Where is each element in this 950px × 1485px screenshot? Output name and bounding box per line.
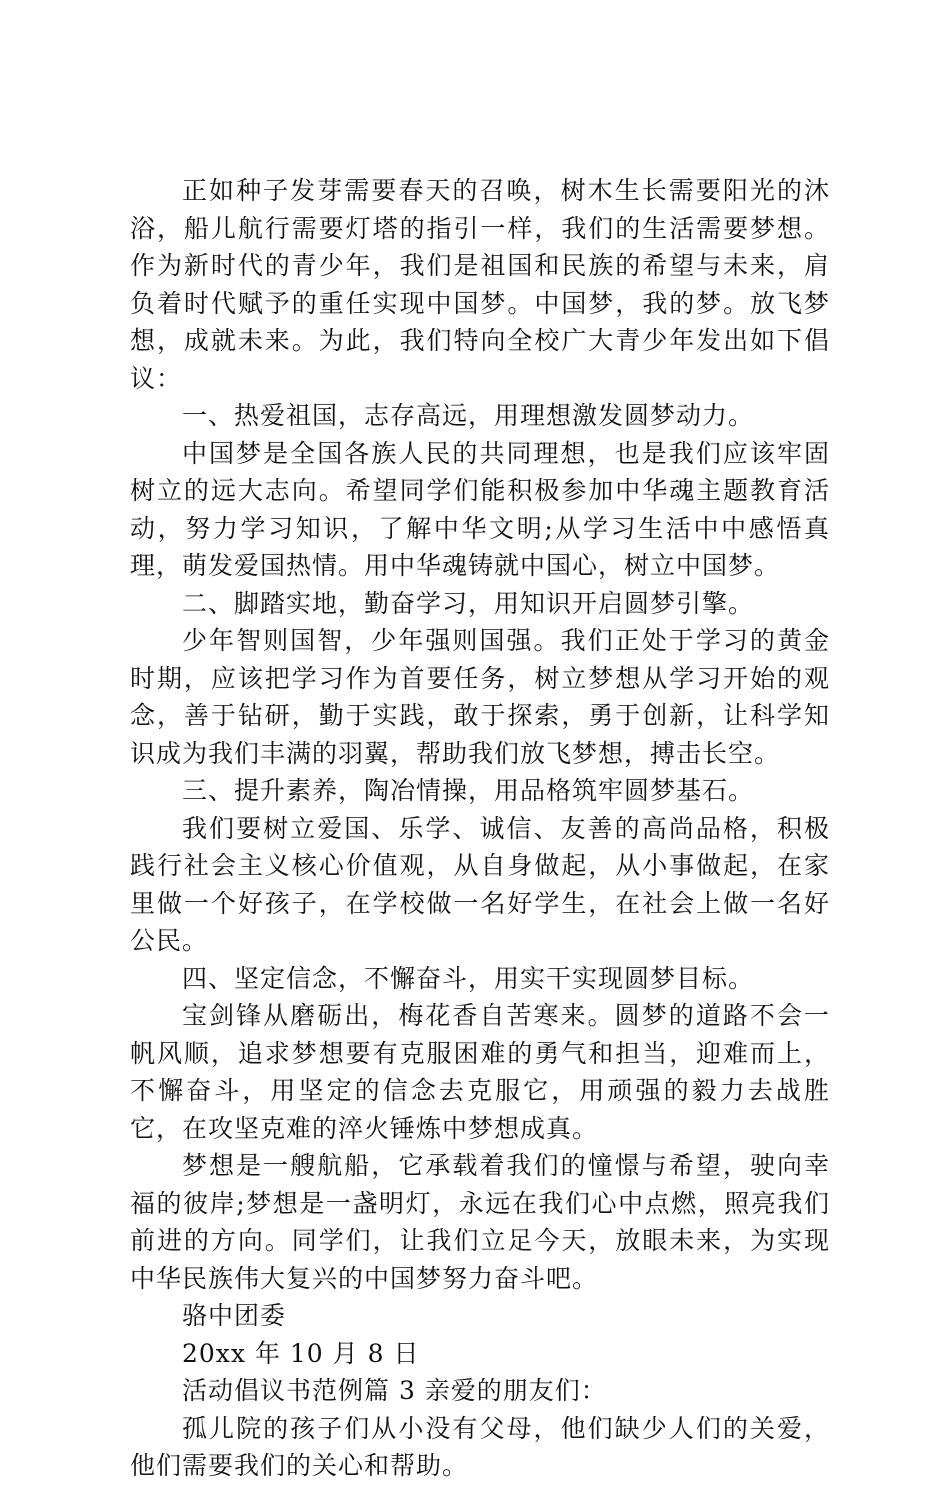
heading-proposal-1: 一、热爱祖国，志存高远，用理想激发圆梦动力。 <box>182 401 755 430</box>
paragraph-orphanage: 孤儿院的孩子们从小没有父母，他们缺少人们的关爱，他们需要我们的关心和帮助。 <box>130 1413 830 1480</box>
signature-organization: 骆中团委 <box>182 1301 287 1330</box>
paragraph-proposal-2: 少年智则国智，少年强则国强。我们正处于学习的黄金时期，应该把学习作为首要任务，树立梦想从学习开始的观念，善于钻研，勤于实践，敢于探索，勇于创新，让科学知识成为我们丰满的羽翼，帮助我们放飞梦想，搏击长空。 <box>130 626 830 768</box>
paragraph-intro: 正如种子发芽需要春天的召唤，树木生长需要阳光的沐浴，船儿航行需要灯塔的指引一样，我们的生活需要梦想。作为新时代的青少年，我们是祖国和民族的希望与未来，肩负着时代赋予的重任实现中国梦。中国梦，我的梦。放飞梦想，成就未来。为此，我们特向全校广大青少年发出如下倡议： <box>130 176 830 393</box>
section-title-example-3: 活动倡议书范例篇 3 亲爱的朋友们： <box>182 1376 607 1405</box>
paragraph-proposal-4: 宝剑锋从磨砺出，梅花香自苦寒来。圆梦的道路不会一帆风顺，追求梦想要有克服困难的勇气和担当，迎难而上，不懈奋斗，用坚定的信念去克服它，用顽强的毅力去战胜它，在攻坚克难的淬火锤炼中梦想成真。 <box>130 1001 830 1143</box>
document-body <box>130 172 830 1485</box>
paragraph-proposal-3: 我们要树立爱国、乐学、诚信、友善的高尚品格，积极践行社会主义核心价值观，从自身做起，从小事做起，在家里做一个好孩子，在学校做一名好学生，在社会上做一名好公民。 <box>130 813 830 955</box>
paragraph-closing: 梦想是一艘航船，它承载着我们的憧憬与希望，驶向幸福的彼岸;梦想是一盏明灯，永远在我们心中点燃，照亮我们前进的方向。同学们，让我们立足今天，放眼未来，为实现中华民族伟大复兴的中国梦努力奋斗吧。 <box>130 1151 830 1293</box>
paragraph-proposal-1: 中国梦是全国各族人民的共同理想，也是我们应该牢固树立的远大志向。希望同学们能积极参加中华魂主题教育活动，努力学习知识，了解中华文明;从学习生活中中感悟真理，萌发爱国热情。用中华魂铸就中国心，树立中国梦。 <box>130 438 830 580</box>
heading-proposal-4: 四、坚定信念，不懈奋斗，用实干实现圆梦目标。 <box>182 963 755 993</box>
heading-proposal-3: 三、提升素养，陶冶情操，用品格筑牢圆梦基石。 <box>182 776 755 805</box>
signature-date: 20xx 年 10 月 8 日 <box>182 1338 420 1368</box>
heading-proposal-2: 二、脚踏实地，勤奋学习，用知识开启圆梦引擎。 <box>182 588 755 618</box>
